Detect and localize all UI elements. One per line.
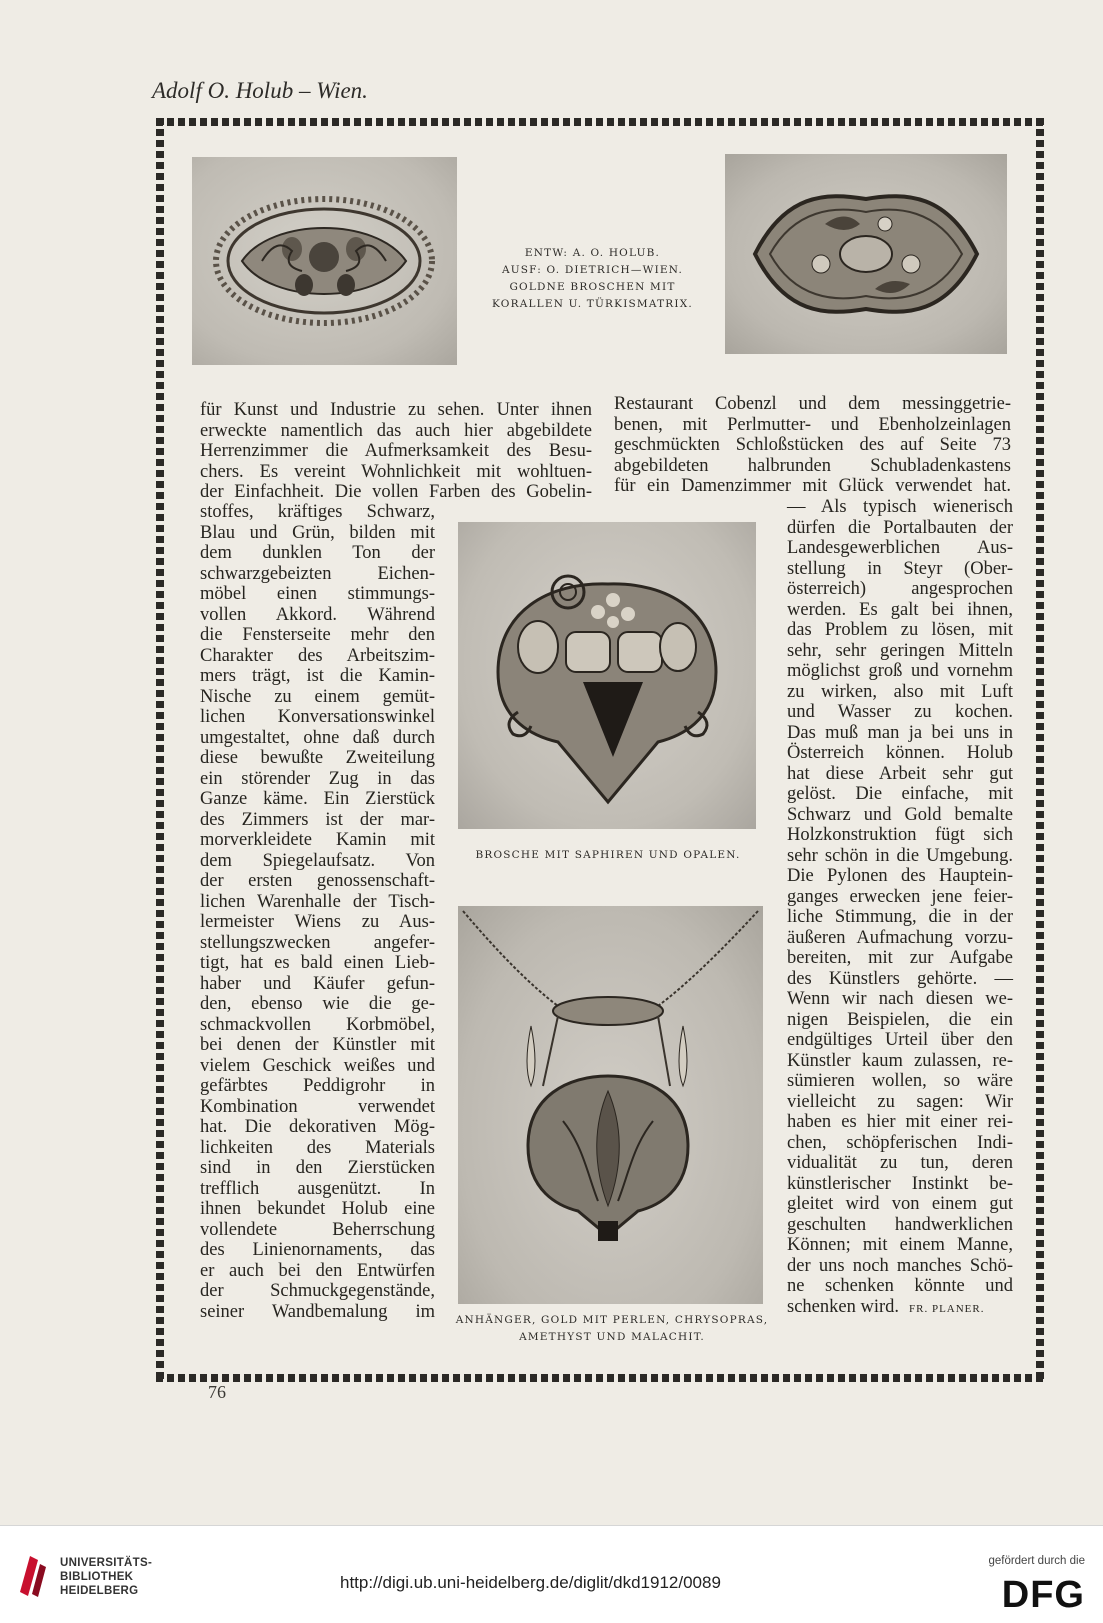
text-line: gleitet wird von einem gut xyxy=(787,1194,1013,1214)
caption-line: ANHÄNGER, GOLD MIT PERLEN, CHRYSOPRAS, xyxy=(455,1314,769,1326)
text-line: Nische zu einem gemüt- xyxy=(200,686,435,707)
text-line: tigt, hat es bald einen Lieb- xyxy=(200,953,435,973)
library-name-line: UNIVERSITÄTS- xyxy=(60,1557,153,1569)
viewer-footer xyxy=(0,1525,1103,1623)
caption-top-brooches xyxy=(480,245,705,313)
text-line: lichen Konversationswinkel xyxy=(200,707,435,727)
permalink-url[interactable]: http://digi.ub.uni-heidelberg.de/diglit/dkd1912/0089 xyxy=(340,1573,721,1592)
text-line: Das muß man ja bei uns in xyxy=(787,722,1013,743)
text-line: gefärbtes Peddigrohr in xyxy=(200,1076,435,1096)
text-line: Künstler kaum zulassen, re- xyxy=(787,1050,1013,1071)
text-line: des Zimmers ist der mar- xyxy=(200,809,435,830)
text-line: geschulten handwerklichen xyxy=(787,1214,1013,1235)
text-line: ne schenken könnte und xyxy=(787,1276,1013,1296)
caption-line: GOLDNE BROSCHEN MIT xyxy=(509,281,676,293)
text-line: er auch bei den Entwürfen xyxy=(200,1260,435,1281)
text-line: für Kunst und Industrie zu sehen. Unter ihnen xyxy=(200,400,592,420)
text-line: Die Pylonen des Hauptein- xyxy=(787,866,1013,886)
text-line: für ein Damenzimmer mit Glück verwendet hat. xyxy=(614,476,1011,496)
text-line: das Problem zu lösen, mit xyxy=(787,620,1013,640)
text-line: künstlerischer Instinkt be- xyxy=(787,1173,1013,1194)
border-right xyxy=(1036,118,1044,1382)
text-line: chen, schöpferischen Indi- xyxy=(787,1132,1013,1153)
text-line: Können; mit einem Manne, xyxy=(787,1235,1013,1255)
text-line: vielem Geschick weißes und xyxy=(200,1055,435,1076)
library-name-line: BIBLIOTHEK xyxy=(60,1571,134,1583)
text-line: Holzkonstruktion fügt sich xyxy=(787,825,1013,845)
text-line: stellungszwecken angefer- xyxy=(200,932,435,953)
text-left-narrow xyxy=(200,502,435,1322)
text-line: Landesgewerblichen Aus- xyxy=(787,538,1013,558)
text-line: diese bewußte Zweiteilung xyxy=(200,748,435,768)
text-line: hat. Die dekorativen Mög- xyxy=(200,1117,435,1137)
text-line: Charakter des Arbeitszim- xyxy=(200,645,435,666)
text-line: schenken wird. xyxy=(787,1296,899,1317)
library-name-line: HEIDELBERG xyxy=(60,1585,139,1597)
text-line: hat diese Arbeit sehr gut xyxy=(787,763,1013,784)
text-line: seiner Wandbemalung im xyxy=(200,1301,435,1322)
photo-sapphire-brooch xyxy=(458,522,756,829)
text-line: ganges erwecken jene feier- xyxy=(787,886,1013,907)
text-line: vollen Akkord. Während xyxy=(200,604,435,625)
running-head: Adolf O. Holub – Wien. xyxy=(152,78,368,103)
border-bottom xyxy=(156,1374,1044,1382)
oval-brooch-illustration xyxy=(192,157,457,365)
text-line: endgültiges Urteil über den xyxy=(787,1030,1013,1050)
university-library-logo-icon xyxy=(18,1552,48,1598)
text-line: erweckte namentlich das auch hier abgebildete xyxy=(200,420,592,441)
text-line: nigen Beispielen, die ein xyxy=(787,1009,1013,1030)
text-line: ihnen bekundet Holub eine xyxy=(200,1199,435,1219)
pendant-illustration xyxy=(458,906,763,1304)
author-signature: FR. PLANER. xyxy=(909,1302,985,1315)
sapphire-brooch-illustration xyxy=(458,522,756,829)
text-line: sehr, sehr geringen Mitteln xyxy=(787,640,1013,661)
text-line: vollendete Beherrschung xyxy=(200,1219,435,1240)
text-line: der uns noch manches Schö- xyxy=(787,1255,1013,1276)
text-line: des Künstlers gehörte. — xyxy=(787,968,1013,989)
text-line: trefflich ausgenützt. In xyxy=(200,1178,435,1199)
text-line: schmackvollen Korbmöbel, xyxy=(200,1014,435,1035)
text-line: dem dunklen Ton der xyxy=(200,543,435,563)
text-line: stoffes, kräftiges Schwarz, xyxy=(200,502,435,522)
text-line: der Einfachheit. Die vollen Farben des Gobelin- xyxy=(200,482,592,502)
page-number: 76 xyxy=(208,1382,226,1402)
text-line: Wenn wir nach diesen we- xyxy=(787,989,1013,1009)
text-line: lermeister Wiens zu Aus- xyxy=(200,912,435,932)
text-line: zu wirken, also mit Luft xyxy=(787,681,1013,702)
photo-oval-brooch xyxy=(192,157,457,365)
text-line: dürfen die Portalbauten der xyxy=(787,517,1013,538)
text-line: Restaurant Cobenzl und dem messinggetrie- xyxy=(614,394,1011,414)
border-top xyxy=(156,118,1044,126)
photo-lozenge-brooch xyxy=(725,154,1007,354)
text-line: morverkleidete Kamin mit xyxy=(200,830,435,850)
text-line: möglichst groß und vornehm xyxy=(787,661,1013,681)
text-right-narrow xyxy=(787,497,1013,1317)
caption-line: AUSF: O. DIETRICH—WIEN. xyxy=(501,264,684,276)
text-line: haben es hier mit einer rei- xyxy=(787,1112,1013,1132)
caption-line: ENTW: A. O. HOLUB. xyxy=(524,247,661,259)
text-right-wide xyxy=(614,394,1011,497)
text-line-final xyxy=(787,1297,1013,1318)
text-line: vidualität zu tun, deren xyxy=(787,1153,1013,1173)
text-line: sehr schön in die Umgebung. xyxy=(787,845,1013,866)
text-line: Ganze käme. Ein Zierstück xyxy=(200,789,435,809)
text-line: liche Stimmung, die in der xyxy=(787,907,1013,927)
text-left-wide xyxy=(200,400,592,503)
text-line: umgestaltet, ohne daß durch xyxy=(200,727,435,748)
caption-pendant xyxy=(452,1312,772,1346)
text-line: sümieren wollen, so wäre xyxy=(787,1071,1013,1091)
text-line: — Als typisch wienerisch xyxy=(787,497,1013,517)
text-line: der ersten genossenschaft- xyxy=(200,871,435,891)
text-line: chers. Es vereint Wohnlichkeit mit wohltuen- xyxy=(200,461,592,482)
text-line: bei denen der Künstler mit xyxy=(200,1035,435,1055)
border-left xyxy=(156,118,164,1382)
text-line: des Linienornaments, das xyxy=(200,1240,435,1260)
caption-line: KORALLEN U. TÜRKISMATRIX. xyxy=(492,298,693,310)
text-line: Schwarz und Gold bemalte xyxy=(787,804,1013,825)
funded-by-label: gefördert durch die xyxy=(988,1555,1085,1567)
caption-sapphire-brooch: BROSCHE MIT SAPHIREN UND OPALEN. xyxy=(475,849,741,861)
text-line: benen, mit Perlmutter- und Ebenholzeinlagen xyxy=(614,414,1011,435)
text-line: stellung in Steyr (Ober- xyxy=(787,558,1013,579)
text-line: lichkeiten des Materials xyxy=(200,1137,435,1158)
text-line: sind in den Zierstücken xyxy=(200,1158,435,1178)
text-line: vielleicht zu sagen: Wir xyxy=(787,1091,1013,1112)
text-line: äußeren Aufmachung vorzu- xyxy=(787,927,1013,948)
text-line: geschmückten Schloßstücken des auf Seite 73 xyxy=(614,435,1011,455)
text-line: ein störender Zug in das xyxy=(200,768,435,789)
text-line: möbel einen stimmungs- xyxy=(200,584,435,604)
text-line: dem Spiegelaufsatz. Von xyxy=(200,850,435,871)
text-line: den, ebenso wie die ge- xyxy=(200,994,435,1014)
text-line: die Fensterseite mehr den xyxy=(200,625,435,645)
text-line: der Schmuckgegenstände, xyxy=(200,1281,435,1301)
text-line: gelöst. Die einfache, mit xyxy=(787,784,1013,804)
text-line: und Wasser zu kochen. xyxy=(787,702,1013,722)
university-library-name xyxy=(60,1556,152,1598)
lozenge-brooch-illustration xyxy=(725,154,1007,354)
text-line: bereiten, mit zur Aufgabe xyxy=(787,948,1013,968)
text-line: abgebildeten halbrunden Schubladenkastens xyxy=(614,455,1011,476)
text-line: lichen Warenhalle der Tisch- xyxy=(200,891,435,912)
text-line: mers trägt, ist die Kamin- xyxy=(200,666,435,686)
caption-line: AMETHYST UND MALACHIT. xyxy=(519,1331,705,1343)
text-line: haber und Käufer gefun- xyxy=(200,973,435,994)
text-line: Herrenzimmer die Aufmerksamkeit des Besu- xyxy=(200,441,592,461)
text-line: Österreich können. Holub xyxy=(787,743,1013,763)
photo-pendant xyxy=(458,906,763,1304)
text-line: Blau und Grün, bilden mit xyxy=(200,522,435,543)
text-line: werden. Es galt bei ihnen, xyxy=(787,599,1013,620)
text-line: schwarzgebeizten Eichen- xyxy=(200,563,435,584)
text-line: Kombination verwendet xyxy=(200,1096,435,1117)
dfg-logo: DFG xyxy=(1001,1574,1085,1616)
text-line: österreich) angesprochen xyxy=(787,579,1013,599)
